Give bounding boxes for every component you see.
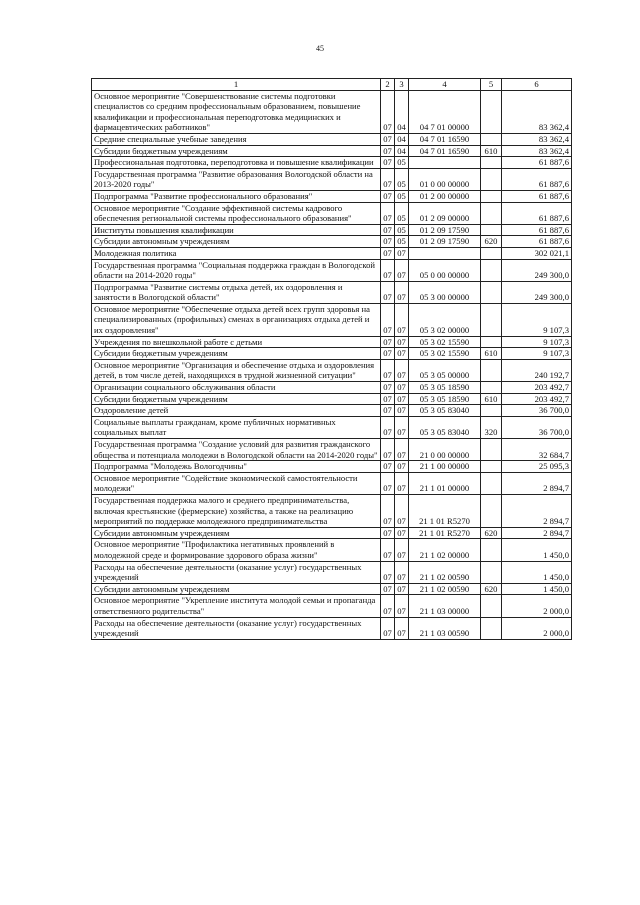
row-name-cell: Социальные выплаты гражданам, кроме публичных нормативных социальных выплат (92, 416, 381, 438)
amount-cell: 9 107,3 (502, 336, 572, 348)
subsection-code-cell: 07 (395, 359, 409, 381)
table-row (92, 259, 572, 281)
subsection-code-cell: 07 (395, 405, 409, 417)
table-row (92, 561, 572, 583)
expense-type-cell (481, 472, 502, 494)
table-row (92, 348, 572, 360)
row-name-cell: Профессиональная подготовка, переподготовка и повышение квалификации (92, 157, 381, 169)
section-code-cell: 07 (381, 281, 395, 303)
target-article-cell: 05 3 00 00000 (409, 281, 481, 303)
target-article-cell: 05 0 00 00000 (409, 259, 481, 281)
row-name-cell: Основное мероприятие "Создание эффективной системы кадрового обеспечения региональной системы профессионального образования" (92, 202, 381, 224)
row-name-cell: Молодежная политика (92, 247, 381, 259)
row-name-cell: Основное мероприятие "Организация и обеспечение отдыха и оздоровления детей, в том числе детей, находящихся в трудной жизненной ситуации" (92, 359, 381, 381)
amount-cell: 203 492,7 (502, 393, 572, 405)
target-article-cell: 01 2 09 17590 (409, 224, 481, 236)
subsection-code-cell: 07 (395, 617, 409, 639)
table-row (92, 190, 572, 202)
expense-type-cell (481, 336, 502, 348)
section-code-cell: 07 (381, 168, 395, 190)
table-row (92, 461, 572, 473)
target-article-cell: 01 2 00 00000 (409, 190, 481, 202)
target-article-cell: 05 3 05 83040 (409, 405, 481, 417)
amount-cell: 2 000,0 (502, 617, 572, 639)
section-code-cell: 07 (381, 236, 395, 248)
target-article-cell: 21 1 02 00000 (409, 539, 481, 561)
row-name-cell: Средние специальные учебные заведения (92, 133, 381, 145)
target-article-cell: 05 3 05 00000 (409, 359, 481, 381)
row-name-cell: Подпрограмма "Развитие профессионального образования" (92, 190, 381, 202)
amount-cell: 83 362,4 (502, 90, 572, 133)
expense-type-cell (481, 157, 502, 169)
subsection-code-cell: 07 (395, 416, 409, 438)
section-code-cell: 07 (381, 348, 395, 360)
amount-cell: 249 300,0 (502, 281, 572, 303)
subsection-code-cell: 07 (395, 539, 409, 561)
amount-cell: 61 887,6 (502, 168, 572, 190)
table-row (92, 336, 572, 348)
section-code-cell: 07 (381, 90, 395, 133)
expense-type-cell (481, 561, 502, 583)
target-article-cell (409, 157, 481, 169)
target-article-cell: 21 1 03 00000 (409, 595, 481, 617)
expense-type-cell (481, 439, 502, 461)
row-name-cell: Субсидии автономным учреждениям (92, 583, 381, 595)
table-row (92, 133, 572, 145)
expense-type-cell (481, 247, 502, 259)
subsection-code-cell: 07 (395, 303, 409, 336)
expense-type-cell: 320 (481, 416, 502, 438)
target-article-cell: 04 7 01 16590 (409, 145, 481, 157)
amount-cell: 83 362,4 (502, 145, 572, 157)
subsection-code-cell: 07 (395, 461, 409, 473)
table-row (92, 145, 572, 157)
target-article-cell (409, 247, 481, 259)
expense-type-cell (481, 224, 502, 236)
expense-type-cell: 620 (481, 236, 502, 248)
table-row (92, 416, 572, 438)
row-name-cell: Основное мероприятие "Совершенствование системы подготовки специалистов со средним профессиональным образованием, повышение квалификации и профессиональная переподготовка медицинских и фармацевтических работников" (92, 90, 381, 133)
target-article-cell: 05 3 02 15590 (409, 336, 481, 348)
amount-cell: 1 450,0 (502, 583, 572, 595)
section-code-cell: 07 (381, 247, 395, 259)
table-row (92, 405, 572, 417)
amount-cell: 2 894,7 (502, 527, 572, 539)
target-article-cell: 01 2 09 00000 (409, 202, 481, 224)
section-code-cell: 07 (381, 472, 395, 494)
table-row (92, 439, 572, 461)
section-code-cell: 07 (381, 157, 395, 169)
amount-cell: 83 362,4 (502, 133, 572, 145)
amount-cell: 2 000,0 (502, 595, 572, 617)
target-article-cell: 21 1 02 00590 (409, 583, 481, 595)
expense-type-cell (481, 405, 502, 417)
column-header: 4 (409, 79, 481, 91)
expense-type-cell (481, 168, 502, 190)
table-body (92, 90, 572, 639)
subsection-code-cell: 07 (395, 393, 409, 405)
target-article-cell: 05 3 02 15590 (409, 348, 481, 360)
section-code-cell: 07 (381, 494, 395, 527)
row-name-cell: Учреждения по внешкольной работе с детьми (92, 336, 381, 348)
section-code-cell: 07 (381, 336, 395, 348)
section-code-cell: 07 (381, 259, 395, 281)
table-row (92, 359, 572, 381)
row-name-cell: Основное мероприятие "Обеспечение отдыха детей всех групп здоровья на специализированных (профильных) сменах в организациях отдыха детей и их оздоровления" (92, 303, 381, 336)
subsection-code-cell: 05 (395, 202, 409, 224)
section-code-cell: 07 (381, 359, 395, 381)
amount-cell: 25 095,3 (502, 461, 572, 473)
table-row (92, 202, 572, 224)
subsection-code-cell: 07 (395, 561, 409, 583)
table-row (92, 583, 572, 595)
section-code-cell: 07 (381, 583, 395, 595)
section-code-cell: 07 (381, 617, 395, 639)
subsection-code-cell: 07 (395, 382, 409, 394)
section-code-cell: 07 (381, 382, 395, 394)
table-row (92, 236, 572, 248)
target-article-cell: 21 1 02 00590 (409, 561, 481, 583)
table-row (92, 617, 572, 639)
subsection-code-cell: 05 (395, 168, 409, 190)
column-header: 2 (381, 79, 395, 91)
section-code-cell: 07 (381, 202, 395, 224)
section-code-cell: 07 (381, 527, 395, 539)
column-header: 6 (502, 79, 572, 91)
subsection-code-cell: 04 (395, 133, 409, 145)
expense-type-cell (481, 90, 502, 133)
section-code-cell: 07 (381, 461, 395, 473)
subsection-code-cell: 07 (395, 336, 409, 348)
table-row (92, 224, 572, 236)
subsection-code-cell: 04 (395, 90, 409, 133)
column-header: 1 (92, 79, 381, 91)
target-article-cell: 04 7 01 00000 (409, 90, 481, 133)
subsection-code-cell: 07 (395, 259, 409, 281)
expense-type-cell (481, 539, 502, 561)
table-row (92, 393, 572, 405)
target-article-cell: 21 1 00 00000 (409, 461, 481, 473)
section-code-cell: 07 (381, 405, 395, 417)
subsection-code-cell: 07 (395, 247, 409, 259)
target-article-cell: 21 0 00 00000 (409, 439, 481, 461)
subsection-code-cell: 07 (395, 348, 409, 360)
table-row (92, 168, 572, 190)
amount-cell: 32 684,7 (502, 439, 572, 461)
table-row (92, 494, 572, 527)
amount-cell: 61 887,6 (502, 190, 572, 202)
expense-type-cell (481, 382, 502, 394)
subsection-code-cell: 05 (395, 236, 409, 248)
table-row (92, 539, 572, 561)
amount-cell: 9 107,3 (502, 348, 572, 360)
subsection-code-cell: 07 (395, 439, 409, 461)
target-article-cell: 01 2 09 17590 (409, 236, 481, 248)
table-row (92, 527, 572, 539)
target-article-cell: 21 1 03 00590 (409, 617, 481, 639)
target-article-cell: 21 1 01 R5270 (409, 494, 481, 527)
amount-cell: 61 887,6 (502, 236, 572, 248)
subsection-code-cell: 04 (395, 145, 409, 157)
row-name-cell: Подпрограмма "Молодежь Вологодчины" (92, 461, 381, 473)
amount-cell: 203 492,7 (502, 382, 572, 394)
subsection-code-cell: 07 (395, 583, 409, 595)
row-name-cell: Основное мероприятие "Содействие экономической самостоятельности молодежи" (92, 472, 381, 494)
table-row (92, 382, 572, 394)
section-code-cell: 07 (381, 224, 395, 236)
expense-type-cell (481, 617, 502, 639)
expense-type-cell (481, 494, 502, 527)
expense-type-cell (481, 595, 502, 617)
expense-type-cell (481, 281, 502, 303)
amount-cell: 249 300,0 (502, 259, 572, 281)
table-row (92, 247, 572, 259)
expense-type-cell (481, 202, 502, 224)
section-code-cell: 07 (381, 133, 395, 145)
amount-cell: 1 450,0 (502, 561, 572, 583)
expense-type-cell (481, 259, 502, 281)
row-name-cell: Субсидии бюджетным учреждениям (92, 145, 381, 157)
row-name-cell: Субсидии бюджетным учреждениям (92, 348, 381, 360)
expense-type-cell (481, 303, 502, 336)
expense-type-cell: 620 (481, 583, 502, 595)
row-name-cell: Расходы на обеспечение деятельности (оказание услуг) государственных учреждений (92, 617, 381, 639)
table-row (92, 595, 572, 617)
expense-type-cell: 610 (481, 145, 502, 157)
row-name-cell: Государственная программа "Социальная поддержка граждан в Вологодской области на 2014-2020 годы" (92, 259, 381, 281)
amount-cell: 2 894,7 (502, 494, 572, 527)
amount-cell: 61 887,6 (502, 224, 572, 236)
section-code-cell: 07 (381, 190, 395, 202)
target-article-cell: 05 3 02 00000 (409, 303, 481, 336)
amount-cell: 240 192,7 (502, 359, 572, 381)
expense-type-cell (481, 359, 502, 381)
amount-cell: 61 887,6 (502, 157, 572, 169)
target-article-cell: 21 1 01 R5270 (409, 527, 481, 539)
row-name-cell: Подпрограмма "Развитие системы отдыха детей, их оздоровления и занятости в Вологодской области" (92, 281, 381, 303)
target-article-cell: 05 3 05 18590 (409, 393, 481, 405)
subsection-code-cell: 07 (395, 527, 409, 539)
table-row (92, 90, 572, 133)
row-name-cell: Основное мероприятие "Профилактика негативных проявлений в молодежной среде и формирование здорового образа жизни" (92, 539, 381, 561)
section-code-cell: 07 (381, 539, 395, 561)
subsection-code-cell: 07 (395, 281, 409, 303)
table-row (92, 303, 572, 336)
amount-cell: 1 450,0 (502, 539, 572, 561)
table-row (92, 157, 572, 169)
target-article-cell: 05 3 05 18590 (409, 382, 481, 394)
subsection-code-cell: 05 (395, 157, 409, 169)
section-code-cell: 07 (381, 561, 395, 583)
row-name-cell: Субсидии автономным учреждениям (92, 236, 381, 248)
row-name-cell: Субсидии бюджетным учреждениям (92, 393, 381, 405)
budget-table (91, 78, 572, 640)
row-name-cell: Организации социального обслуживания области (92, 382, 381, 394)
amount-cell: 302 021,1 (502, 247, 572, 259)
row-name-cell: Оздоровление детей (92, 405, 381, 417)
row-name-cell: Основное мероприятие "Укрепление института молодой семьи и пропаганда ответственного родительства" (92, 595, 381, 617)
subsection-code-cell: 05 (395, 224, 409, 236)
expense-type-cell (481, 461, 502, 473)
column-header: 3 (395, 79, 409, 91)
target-article-cell: 04 7 01 16590 (409, 133, 481, 145)
amount-cell: 9 107,3 (502, 303, 572, 336)
column-header: 5 (481, 79, 502, 91)
expense-type-cell (481, 133, 502, 145)
row-name-cell: Институты повышения квалификации (92, 224, 381, 236)
row-name-cell: Государственная поддержка малого и среднего предпринимательства, включая крестьянские (фермерские) хозяйства, а также на реализацию мероприятий по поддержке молодежного предпринимательства (92, 494, 381, 527)
section-code-cell: 07 (381, 303, 395, 336)
table-row (92, 472, 572, 494)
row-name-cell: Расходы на обеспечение деятельности (оказание услуг) государственных учреждений (92, 561, 381, 583)
row-name-cell: Государственная программа "Развитие образования Вологодской области на 2013-2020 годы" (92, 168, 381, 190)
subsection-code-cell: 07 (395, 472, 409, 494)
row-name-cell: Субсидии автономным учреждениям (92, 527, 381, 539)
expense-type-cell (481, 190, 502, 202)
subsection-code-cell: 05 (395, 190, 409, 202)
amount-cell: 61 887,6 (502, 202, 572, 224)
page-number: 45 (316, 44, 324, 53)
section-code-cell: 07 (381, 416, 395, 438)
target-article-cell: 01 0 00 00000 (409, 168, 481, 190)
section-code-cell: 07 (381, 439, 395, 461)
amount-cell: 2 894,7 (502, 472, 572, 494)
amount-cell: 36 700,0 (502, 416, 572, 438)
row-name-cell: Государственная программа "Создание условий для развития гражданского общества и потенциала молодежи в Вологодской области на 2014-2020 годы" (92, 439, 381, 461)
section-code-cell: 07 (381, 145, 395, 157)
table-row (92, 281, 572, 303)
section-code-cell: 07 (381, 393, 395, 405)
section-code-cell: 07 (381, 595, 395, 617)
table-header-row (92, 79, 572, 91)
expense-type-cell: 610 (481, 348, 502, 360)
subsection-code-cell: 07 (395, 595, 409, 617)
expense-type-cell: 620 (481, 527, 502, 539)
target-article-cell: 05 3 05 83040 (409, 416, 481, 438)
subsection-code-cell: 07 (395, 494, 409, 527)
target-article-cell: 21 1 01 00000 (409, 472, 481, 494)
expense-type-cell: 610 (481, 393, 502, 405)
amount-cell: 36 700,0 (502, 405, 572, 417)
